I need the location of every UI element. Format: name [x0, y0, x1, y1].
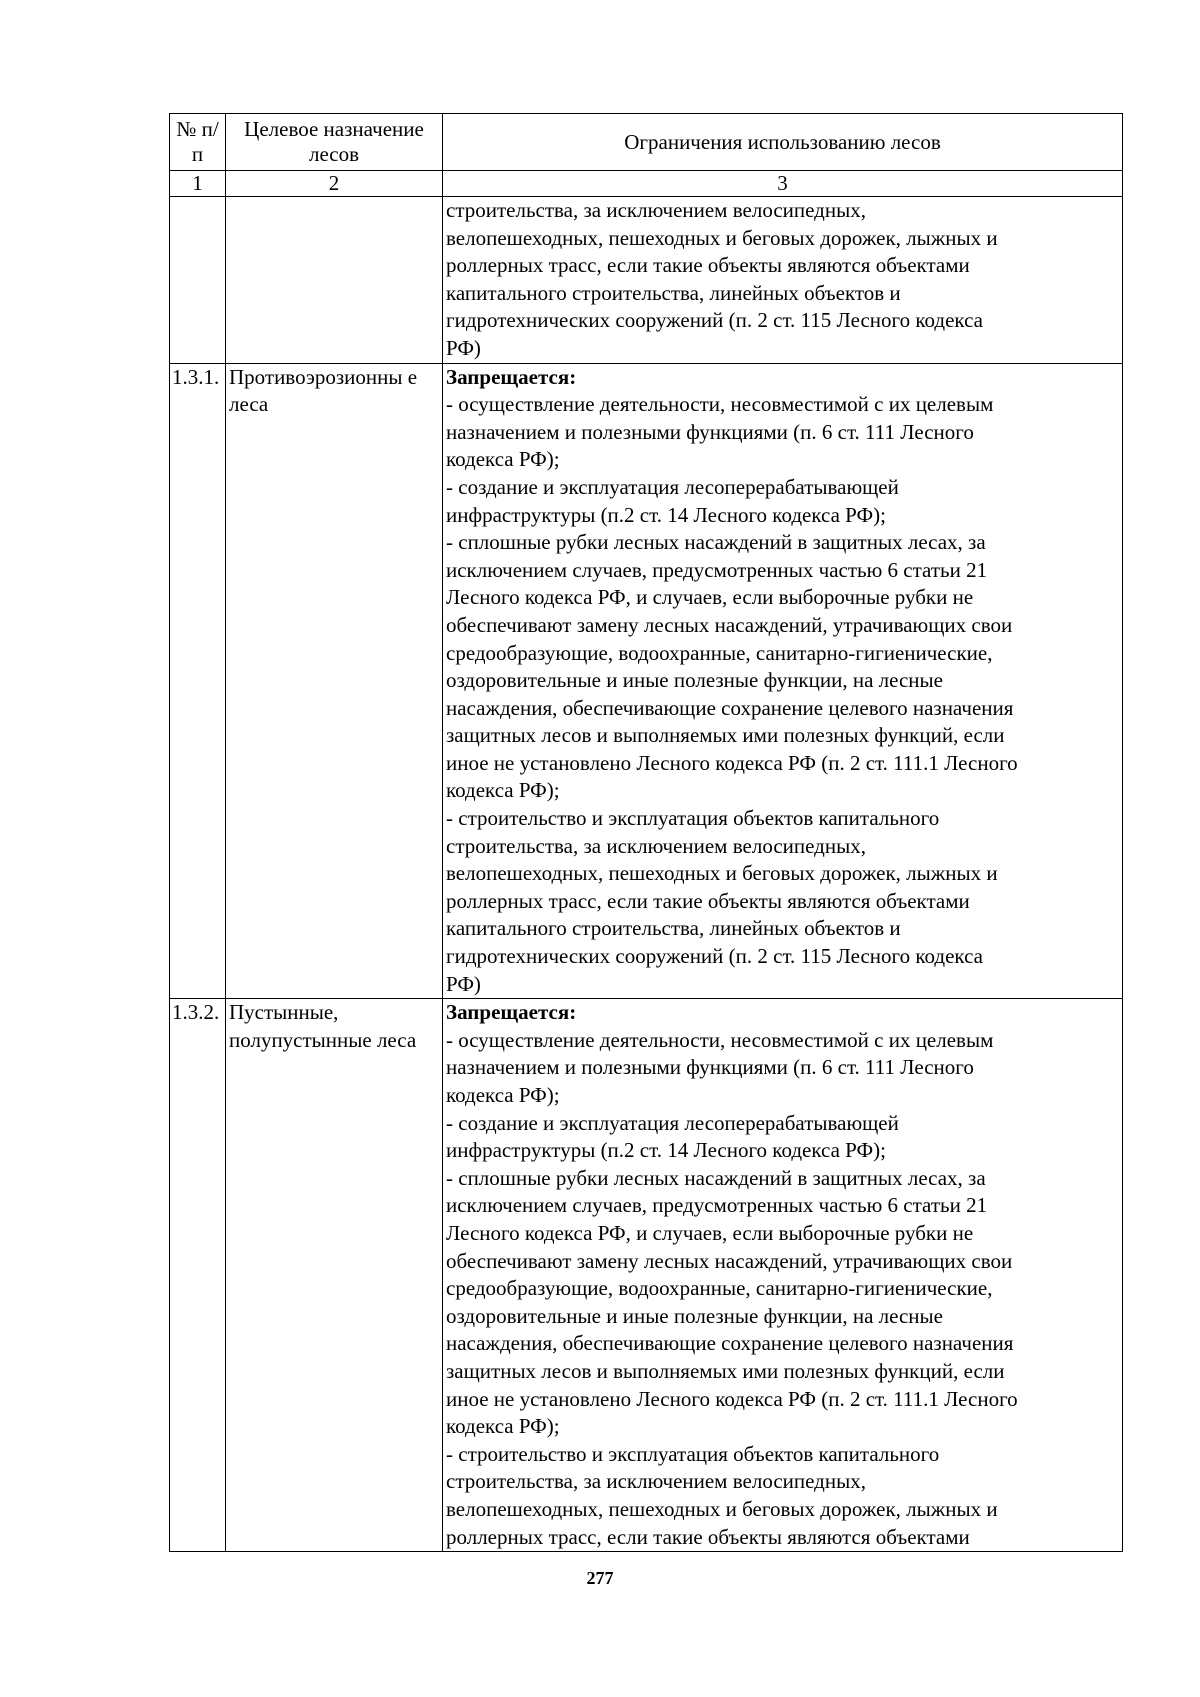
row-restrictions — [443, 197, 1123, 364]
restriction-line: иное не установлено Лесного кодекса РФ (п. 2 ст. 111.1 Лесного — [446, 1386, 1018, 1411]
restriction-line: велопешеходных, пешеходных и беговых дорожек, лыжных и — [446, 225, 998, 250]
row-restrictions — [443, 999, 1123, 1552]
restriction-line: РФ) — [446, 335, 481, 360]
restriction-line: кодекса РФ); — [446, 1414, 560, 1439]
row-purpose — [226, 197, 443, 364]
column-index-row — [170, 171, 1123, 197]
restriction-line: - осуществление деятельности, несовместимой с их целевым — [446, 392, 994, 417]
row-number — [170, 197, 226, 364]
table-row — [170, 363, 1123, 999]
restriction-line: инфраструктуры (п.2 ст. 14 Лесного кодекса РФ); — [446, 502, 886, 527]
header-restrictions: Ограничения использованию лесов — [443, 114, 1123, 171]
table-header-row — [170, 114, 1123, 171]
table-row — [170, 999, 1123, 1552]
restriction-line: РФ) — [446, 971, 481, 996]
row-number: 1.3.1. — [170, 363, 226, 999]
restriction-line: - строительство и эксплуатация объектов капитального — [446, 1441, 940, 1466]
restriction-line: строительства, за исключением велосипедных, — [446, 1469, 866, 1494]
restriction-line: защитных лесов и выполняемых ими полезных функций, если — [446, 1358, 1005, 1383]
restriction-line: оздоровительные и иные полезные функции, на лесные — [446, 668, 943, 693]
row-restrictions — [443, 363, 1123, 999]
restriction-line: капитального строительства, линейных объектов и — [446, 916, 901, 941]
restriction-line: гидротехнических сооружений (п. 2 ст. 115 Лесного кодекса — [446, 308, 983, 333]
restriction-line: роллерных трасс, если такие объекты являются объектами — [446, 888, 970, 913]
restriction-line: кодекса РФ); — [446, 1083, 560, 1107]
restriction-line: обеспечивают замену лесных насаждений, утрачивающих свои — [446, 612, 1013, 637]
restriction-line: насаждения, обеспечивающие сохранение целевого назначения — [446, 1331, 1014, 1356]
restriction-line: Лесного кодекса РФ, и случаев, если выборочные рубки не — [446, 585, 974, 610]
row-purpose: Противоэрозионны е леса — [226, 363, 443, 999]
column-index-1: 1 — [170, 171, 226, 197]
restriction-line: инфраструктуры (п.2 ст. 14 Лесного кодекса РФ); — [446, 1138, 886, 1163]
restriction-line: назначением и полезными функциями (п. 6 ст. 111 Лесного — [446, 1055, 974, 1080]
restriction-line: - осуществление деятельности, несовместимой с их целевым — [446, 1027, 994, 1052]
restriction-line: капитального строительства, линейных объектов и — [446, 280, 901, 305]
restriction-line: - создание и эксплуатация лесоперерабатывающей — [446, 1110, 899, 1135]
restriction-line: роллерных трасс, если такие объекты являются объектами — [446, 1524, 970, 1549]
restriction-line: назначением и полезными функциями (п. 6 ст. 111 Лесного — [446, 419, 974, 444]
restriction-line: строительства, за исключением велосипедных, — [446, 833, 866, 858]
restrictions-table — [169, 113, 1123, 1552]
table-row — [170, 197, 1123, 364]
column-index-2: 2 — [226, 171, 443, 197]
restriction-line: роллерных трасс, если такие объекты являются объектами — [446, 253, 970, 278]
restriction-line: защитных лесов и выполняемых ими полезных функций, если — [446, 723, 1005, 748]
restriction-line: Лесного кодекса РФ, и случаев, если выборочные рубки не — [446, 1220, 974, 1245]
restriction-line: велопешеходных, пешеходных и беговых дорожек, лыжных и — [446, 861, 998, 886]
restriction-line: велопешеходных, пешеходных и беговых дорожек, лыжных и — [446, 1496, 998, 1521]
restriction-line: средообразующие, водоохранные, санитарно-гигиенические, — [446, 1276, 993, 1301]
restriction-line: исключением случаев, предусмотренных частью 6 статьи 21 — [446, 1193, 988, 1218]
page-number: 277 — [586, 1568, 614, 1588]
restriction-line: исключением случаев, предусмотренных частью 6 статьи 21 — [446, 557, 988, 582]
restriction-line: - сплошные рубки лесных насаждений в защитных лесах, за — [446, 1165, 986, 1190]
restriction-line: кодекса РФ); — [446, 778, 560, 803]
restriction-line: - строительство и эксплуатация объектов капитального — [446, 806, 940, 831]
row-number: 1.3.2. — [170, 999, 226, 1552]
restriction-line: кодекса РФ); — [446, 447, 560, 472]
header-num: № п/п — [170, 114, 226, 171]
header-purpose: Целевое назначение лесов — [226, 114, 443, 171]
restriction-heading: Запрещается: — [446, 1000, 577, 1025]
restriction-heading: Запрещается: — [446, 364, 577, 389]
row-purpose: Пустынные, полупустынные леса — [226, 999, 443, 1552]
restriction-line: иное не установлено Лесного кодекса РФ (п. 2 ст. 111.1 Лесного — [446, 750, 1018, 775]
restriction-line: оздоровительные и иные полезные функции, на лесные — [446, 1303, 943, 1328]
restriction-line: - сплошные рубки лесных насаждений в защитных лесах, за — [446, 530, 986, 555]
restriction-line: насаждения, обеспечивающие сохранение целевого назначения — [446, 695, 1014, 720]
restriction-line: обеспечивают замену лесных насаждений, утрачивающих свои — [446, 1248, 1013, 1273]
restriction-line: - создание и эксплуатация лесоперерабатывающей — [446, 474, 899, 499]
restriction-line: гидротехнических сооружений (п. 2 ст. 115 Лесного кодекса — [446, 944, 983, 969]
restriction-line: средообразующие, водоохранные, санитарно-гигиенические, — [446, 640, 993, 665]
restriction-line: строительства, за исключением велосипедных, — [446, 198, 866, 222]
column-index-3: 3 — [443, 171, 1123, 197]
